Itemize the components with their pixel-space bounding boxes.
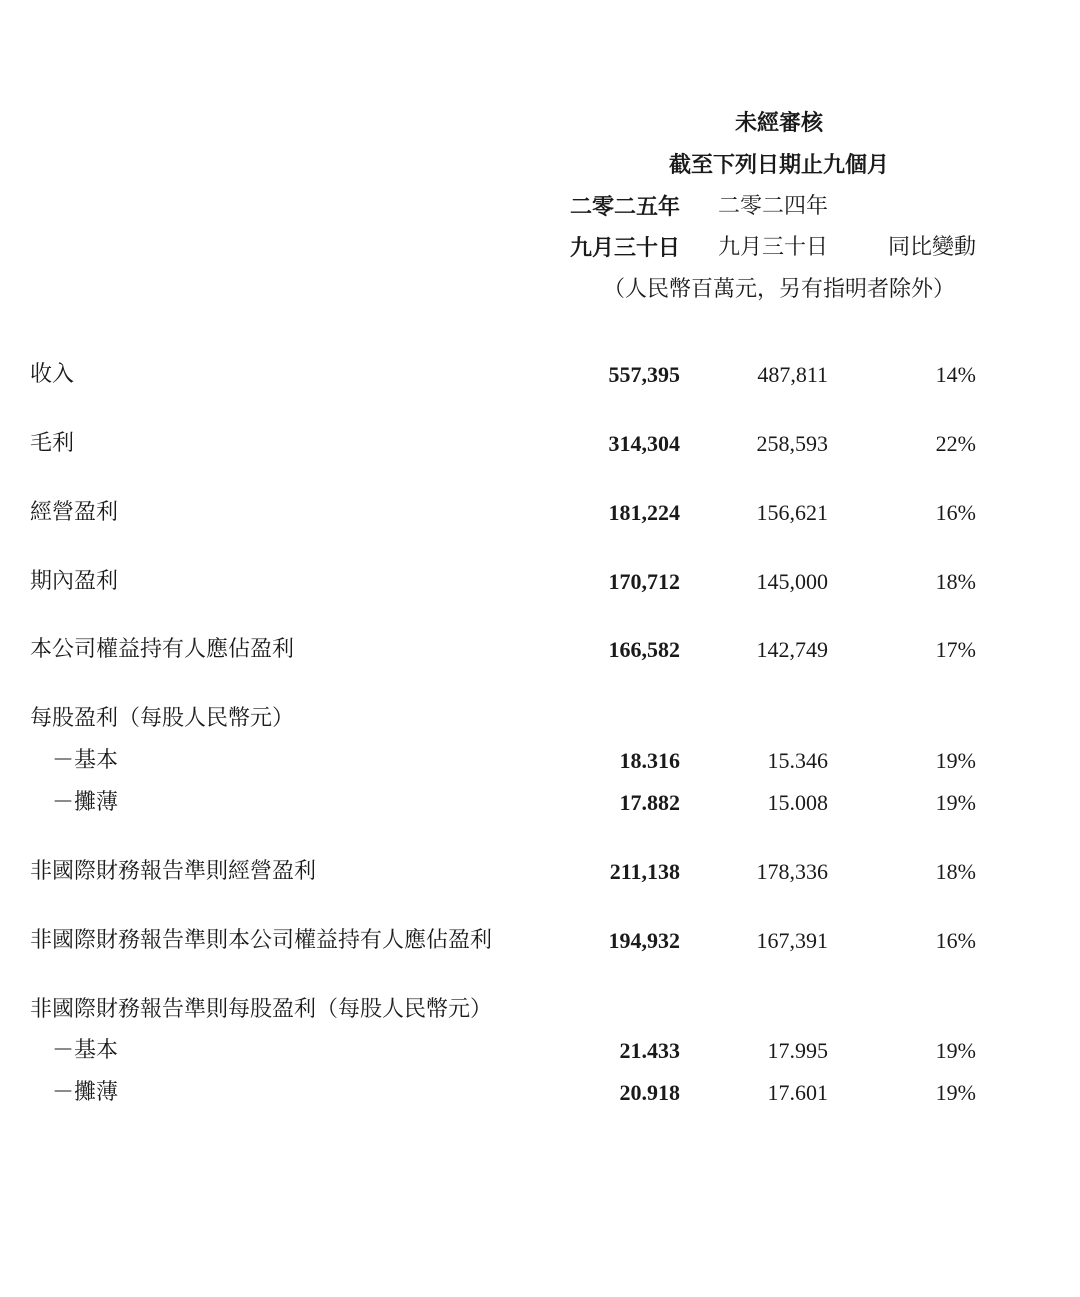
value-2025: 557,395 bbox=[608, 362, 680, 387]
unaudited-heading: 未經審核 bbox=[734, 110, 823, 136]
value-2024: 17.601 bbox=[767, 1080, 828, 1105]
value-2024: 17.995 bbox=[767, 1038, 828, 1063]
row-label: －攤薄 bbox=[52, 1080, 119, 1105]
value-change: 19% bbox=[935, 748, 976, 773]
table-row bbox=[0, 428, 1080, 460]
period-heading: 截至下列日期止九個月 bbox=[668, 152, 889, 178]
value-2024: 142,749 bbox=[756, 637, 828, 662]
table-row bbox=[0, 787, 1080, 819]
table-row bbox=[0, 359, 1080, 391]
row-label: 每股盈利（每股人民幣元） bbox=[30, 706, 295, 731]
value-change: 18% bbox=[935, 859, 976, 884]
value-2025: 211,138 bbox=[609, 859, 680, 884]
row-label: －攤薄 bbox=[52, 790, 119, 815]
table-row bbox=[0, 634, 1080, 666]
value-change: 19% bbox=[935, 790, 976, 815]
table-row bbox=[0, 1035, 1080, 1067]
section-heading-row bbox=[0, 703, 1080, 735]
value-change: 18% bbox=[935, 569, 976, 594]
table-row bbox=[0, 497, 1080, 529]
value-change: 14% bbox=[935, 362, 976, 387]
units-note: （人民幣百萬元，另有指明者除外） bbox=[602, 277, 955, 302]
value-change: 16% bbox=[935, 928, 976, 953]
value-change: 17% bbox=[935, 637, 976, 662]
table-row bbox=[0, 856, 1080, 888]
col-change-heading: 同比變動 bbox=[887, 235, 976, 260]
row-label: 收入 bbox=[30, 362, 75, 387]
value-2024: 145,000 bbox=[756, 569, 828, 594]
table-row bbox=[0, 1077, 1080, 1109]
row-label: 經營盈利 bbox=[30, 500, 119, 525]
section-heading-row bbox=[0, 994, 1080, 1026]
value-2025: 21.433 bbox=[619, 1038, 680, 1063]
value-2025: 17.882 bbox=[619, 790, 680, 815]
value-2025: 166,582 bbox=[608, 637, 680, 662]
value-2025: 194,932 bbox=[608, 928, 680, 953]
value-2024: 178,336 bbox=[756, 859, 828, 884]
value-2024: 258,593 bbox=[756, 431, 828, 456]
row-label: －基本 bbox=[52, 748, 119, 773]
value-2024: 167,391 bbox=[756, 928, 828, 953]
value-2025: 20.918 bbox=[619, 1080, 680, 1105]
col-2024-year: 二零二四年 bbox=[717, 194, 828, 219]
value-2024: 487,811 bbox=[757, 362, 828, 387]
row-label: 非國際財務報告準則每股盈利（每股人民幣元） bbox=[30, 997, 493, 1022]
value-change: 19% bbox=[935, 1038, 976, 1063]
value-change: 16% bbox=[935, 500, 976, 525]
row-label: －基本 bbox=[52, 1038, 119, 1063]
value-2024: 156,621 bbox=[756, 500, 828, 525]
row-label: 期內盈利 bbox=[30, 569, 119, 594]
table-row bbox=[0, 925, 1080, 957]
value-2024: 15.346 bbox=[767, 748, 828, 773]
value-2024: 15.008 bbox=[767, 790, 828, 815]
value-2025: 181,224 bbox=[608, 500, 680, 525]
col-2025-year: 二零二五年 bbox=[569, 194, 680, 220]
value-2025: 18.316 bbox=[619, 748, 680, 773]
row-label: 本公司權益持有人應佔盈利 bbox=[30, 637, 295, 662]
value-2025: 314,304 bbox=[608, 431, 680, 456]
value-change: 19% bbox=[935, 1080, 976, 1105]
value-2025: 170,712 bbox=[608, 569, 680, 594]
table-row bbox=[0, 566, 1080, 598]
row-label: 非國際財務報告準則經營盈利 bbox=[30, 859, 317, 884]
value-change: 22% bbox=[935, 431, 976, 456]
row-label: 毛利 bbox=[30, 431, 75, 456]
table-row bbox=[0, 745, 1080, 777]
col-2024-date: 九月三十日 bbox=[717, 235, 828, 260]
col-2025-date: 九月三十日 bbox=[569, 235, 680, 261]
row-label: 非國際財務報告準則本公司權益持有人應佔盈利 bbox=[30, 928, 493, 953]
